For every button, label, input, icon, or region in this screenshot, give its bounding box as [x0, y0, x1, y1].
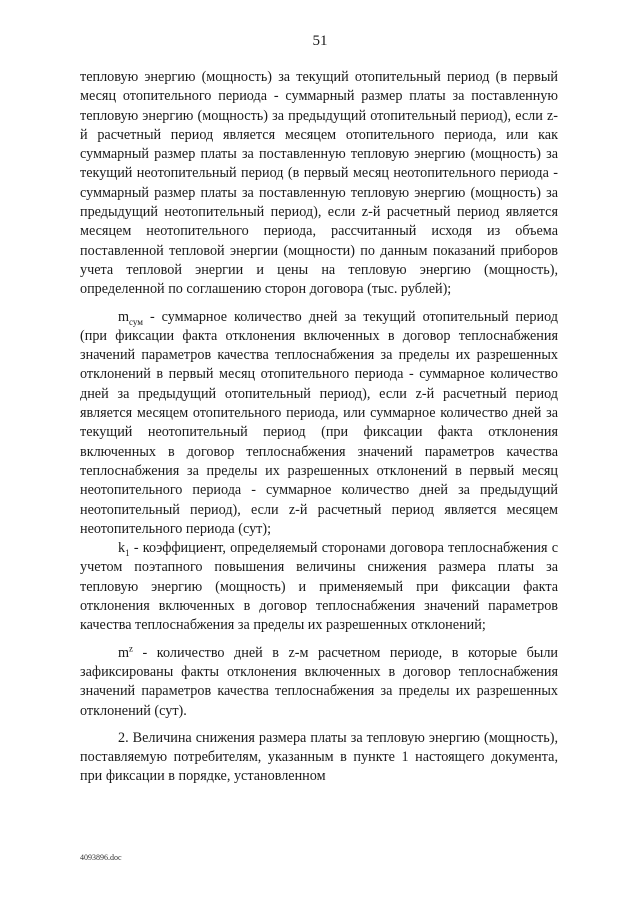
paragraph-point-2: 2. Величина снижения размера платы за тепловую энергию (мощность), поставляемую потребителям, указанным в пункте 1 настоящего документа, при фиксации в порядке, установленном: [80, 729, 558, 785]
k1-text: - коэффициент, определяемый сторонами договора теплоснабжения с учетом поэтапного повышения величины снижения размера платы за тепловую энергию (мощность) и применяемый при фиксации факта отклонения включенных в договор теплоснабжения значений параметров качества теплоснабжения за пределы их разрешенных отклонений;: [80, 540, 558, 634]
paragraph-m-sum-definition: [80, 308, 558, 540]
document-body: [80, 68, 558, 787]
m-sum-symbol: $m_{сум}$: [118, 308, 143, 327]
mz-text: - количество дней в z-м расчетном периоде, в которые были зафиксированы факты отклонения включенных в договор теплоснабжения значений параметров качества теплоснабжения за пределы их разрешенных отклонений (сут).: [80, 644, 558, 719]
paragraph-payment-amount: тепловую энергию (мощность) за текущий отопительный период (в первый месяц отопительного периода - суммарный размер платы за поставленную тепловую энергию (мощность) за предыдущий отопительный период), если z-й расчетный период является месяцем отопительного периода, или как суммарный размер платы за поставленную тепловую энергию (мощность) за текущий неотопительный период (в первый месяц неотопительного периода - суммарный размер платы за поставленную тепловую энергию (мощность) за предыдущий неотопительный период), если z-й расчетный период является месяцем неотопительного периода, рассчитанный исходя из объема поставленной тепловой энергии (мощности) по данным показаний приборов учета тепловой энергии и цены на тепловую энергию (мощность), определенной по соглашению сторон договора (тыс. рублей);: [80, 69, 558, 298]
paragraph-k1-definition: [80, 539, 558, 635]
k1-symbol: $k_1$: [118, 540, 130, 558]
page-number: 51: [312, 33, 328, 49]
footer-doc-id: 4093896.doc: [80, 853, 122, 862]
m-sum-text: - суммарное количество дней за текущий отопительный период (при фиксации факта отклонения включенных в договор теплоснабжения значений параметров качества теплоснабжения за пределы их разрешенных отклонений в первый месяц отопительного периода - суммарное количество дней за предыдущий отопительный период), если z-й расчетный период является месяцем отопительного периода, или суммарное количество дней за текущий неотопительный период (при фиксации факта отклонения включенных в договор теплоснабжения значений параметров качества теплоснабжения за пределы их разрешенных отклонений в первый месяц неотопительного периода - суммарное количество дней за предыдущий неотопительный период), если z-й расчетный период является месяцем неотопительного периода (сут);: [80, 308, 558, 537]
mz-symbol: $m^z$: [118, 642, 134, 661]
paragraph-mz-definition: [80, 644, 558, 721]
